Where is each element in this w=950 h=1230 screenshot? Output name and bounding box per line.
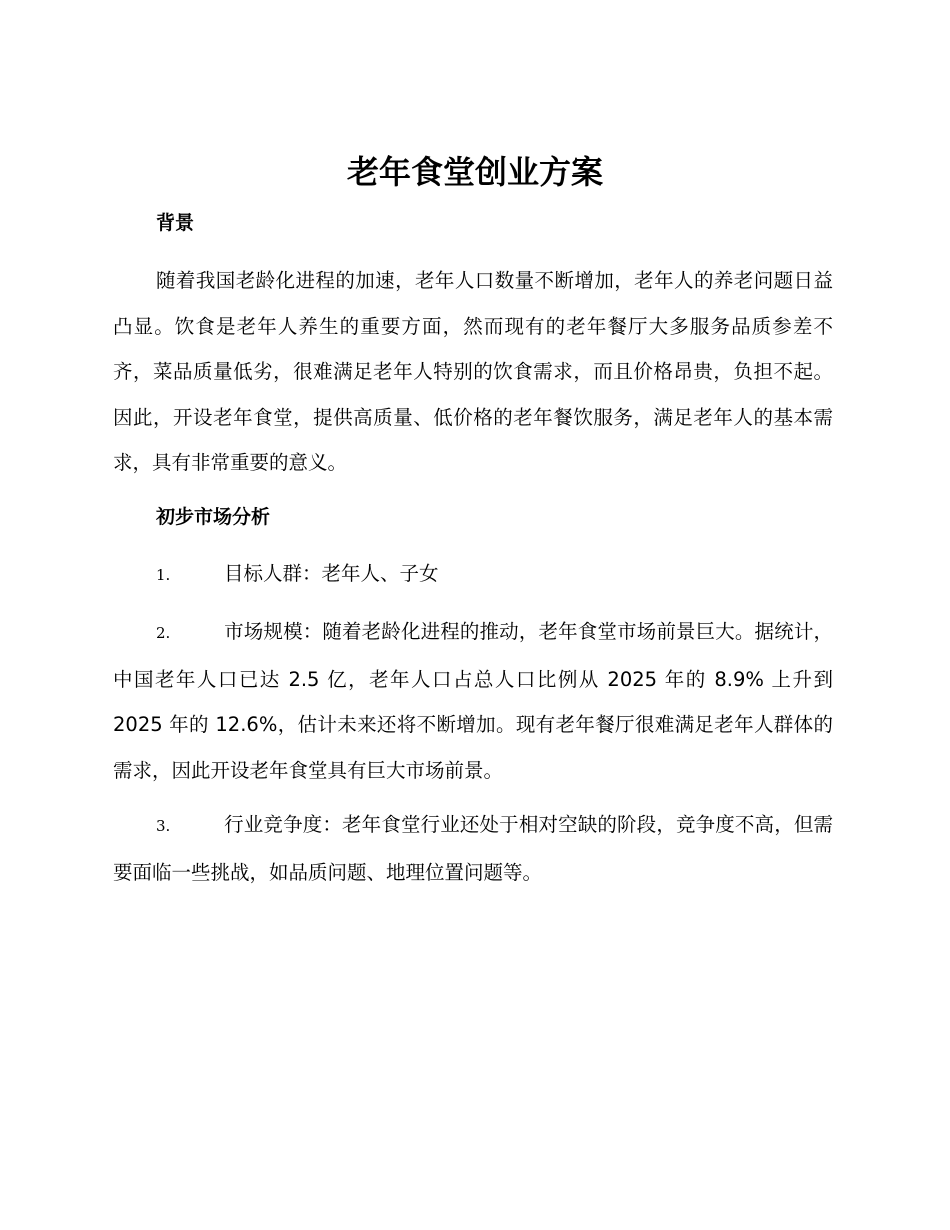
list-item [113, 802, 833, 895]
background-paragraph: 随着我国老龄化进程的加速，老年人口数量不断增加，老年人的养老问题日益凸显。饮食是老年人养生的重要方面，然而现有的老年餐厅大多服务品质参差不齐，菜品质量低劣，很难满足老年人特别的饮食需求，而且价格昂贵，负担不起。因此，开设老年食堂，提供高质量、低价格的老年餐饮服务，满足老年人的基本需求，具有非常重要的意义。 [113, 269, 833, 474]
list-item [113, 609, 833, 793]
list-item-number: 1. [156, 566, 171, 584]
list-item-number: 2. [156, 624, 171, 642]
list-item [113, 551, 833, 599]
list-item-number: 3. [156, 817, 171, 835]
list-item-text: 市场规模：随着老龄化进程的推动，老年食堂市场前景巨大。据统计，中国老年人口已达 2.5 亿，老年人口占总人口比例从 2025 年的 8.9% 上升到 2025 年的 12.6%，估计未来还将不断增加。现有老年餐厅很难满足老年人群体的需求，因此开设老年食堂具有巨大市场前景。 [113, 620, 833, 782]
document-title: 老年食堂创业方案 [346, 153, 603, 191]
list-item-text: 行业竞争度：老年食堂行业还处于相对空缺的阶段，竞争度不高，但需要面临一些挑战，如品质问题、地理位置问题等。 [113, 813, 833, 884]
section-heading-background: 背景 [156, 212, 195, 234]
list-item-text: 目标人群：老年人、子女 [224, 562, 439, 585]
section-heading-market-analysis: 初步市场分析 [156, 506, 271, 528]
